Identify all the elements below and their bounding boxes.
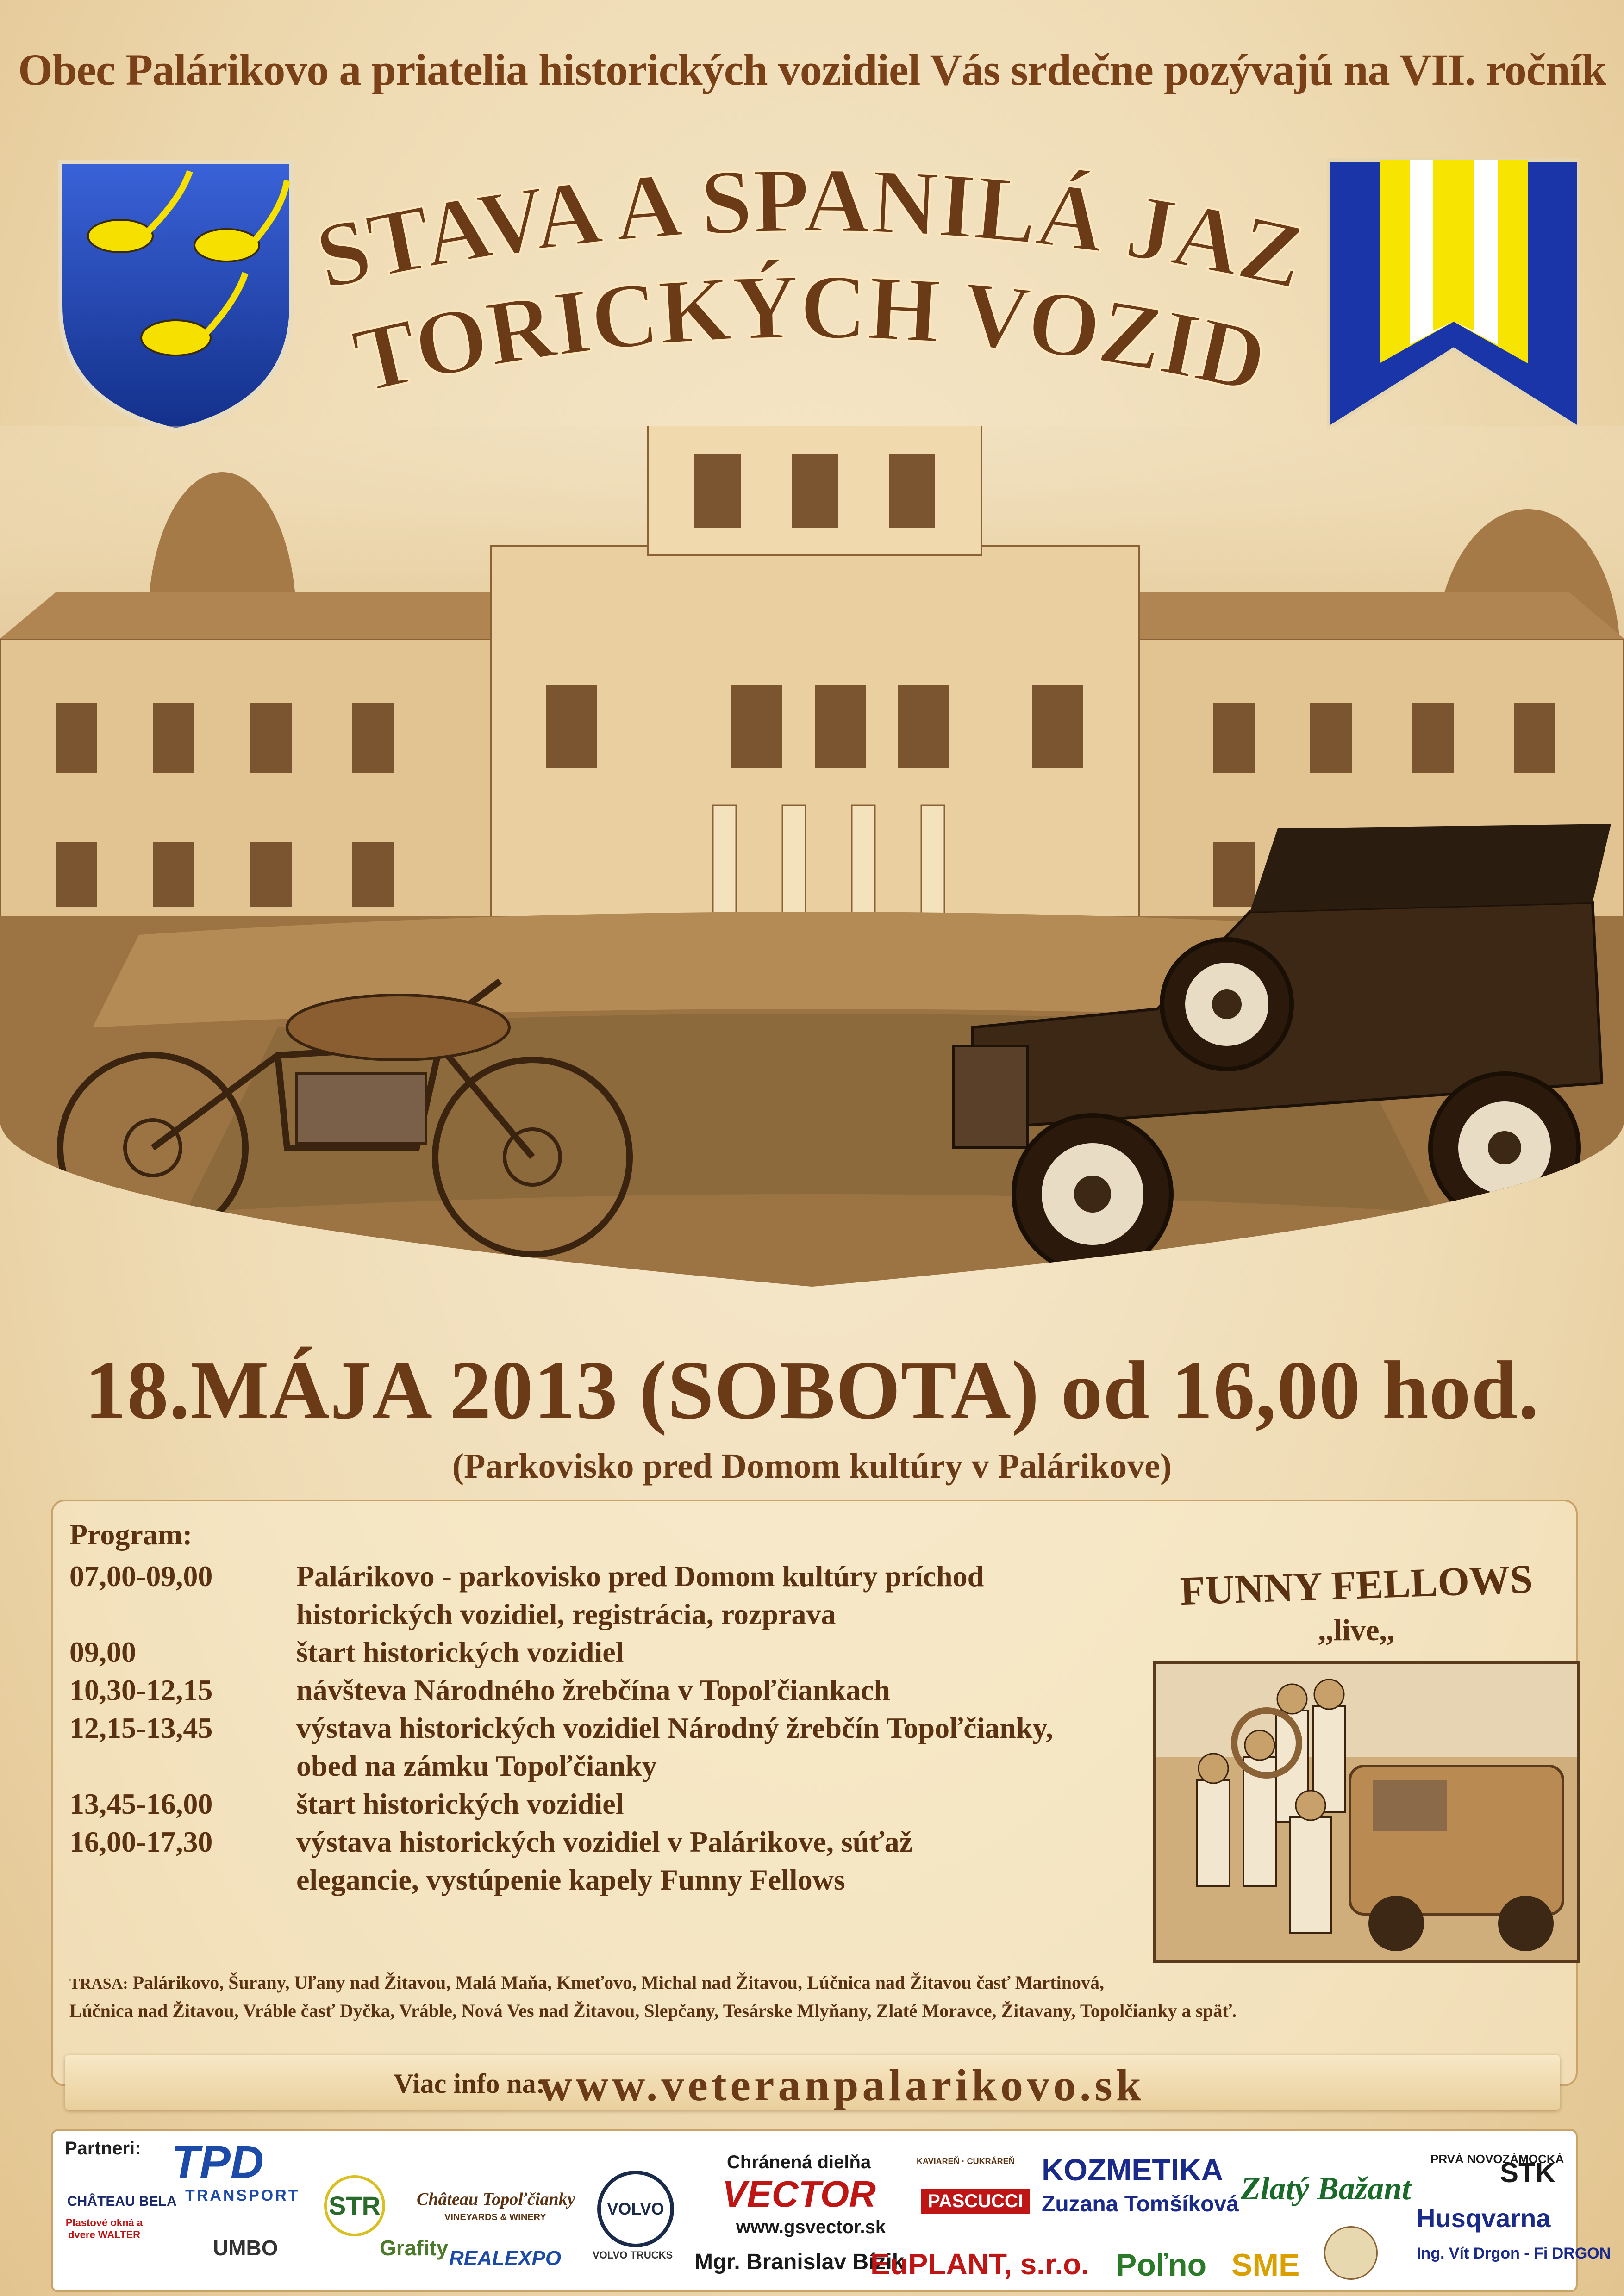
program-time: 12,15-13,45: [69, 1711, 213, 1744]
program-desc: historických vozidiel, registrácia, rozprava: [296, 1598, 836, 1630]
program-heading: Program:: [69, 1518, 193, 1551]
chranena-dielna-label: Chránená dielňa: [727, 2152, 871, 2172]
route-label: TRASA:: [69, 1975, 128, 1992]
grafity-logo: Grafity: [380, 2236, 449, 2260]
tpd-transport-label: TRANSPORT: [185, 2187, 300, 2204]
program-item: [69, 1709, 1171, 1785]
chateau-topolcianky-logo: Château Topoľčianky: [417, 2190, 575, 2209]
program-time: 16,00-17,30: [69, 1825, 213, 1858]
sme-logo: SME: [1231, 2247, 1300, 2283]
program-desc: obed na zámku Topoľčianky: [296, 1749, 657, 1782]
program-time: 13,45-16,00: [69, 1787, 213, 1820]
program-list: [69, 1516, 1171, 1899]
band-live-note: ,,live,,: [1318, 1613, 1395, 1647]
program-desc: návšteva Národného žrebčína v Topoľčiankach: [296, 1674, 890, 1706]
bizik-name: Mgr. Branislav Bízik: [694, 2250, 905, 2274]
program-time: 07,00-09,00: [69, 1560, 213, 1593]
walter-logo: Plastové okná a dvere WALTER: [65, 2217, 143, 2240]
seal-icon: [1324, 2226, 1378, 2280]
route-text: [69, 1969, 1574, 2024]
realexpo-logo: REALEXPO: [449, 2247, 562, 2270]
polno-logo: Poľno: [1116, 2247, 1207, 2283]
husqvarna-logo: Husqvarna: [1417, 2203, 1551, 2233]
program-desc: výstava historických vozidiel v Palárikove, súťaž: [296, 1825, 913, 1858]
program-desc: výstava historických vozidiel Národný žrebčín Topoľčianky,: [296, 1711, 1053, 1744]
program-desc: štart historických vozidiel: [296, 1636, 624, 1668]
chateau-topolcianky-sub: VINEYARDS & WINERY: [444, 2212, 546, 2222]
band-name: FUNNY FELLOWS: [1179, 1556, 1534, 1614]
program-time: 10,30-12,15: [69, 1674, 213, 1706]
title-line-2: TORICKÝCH VOZID: [344, 255, 1275, 412]
route-line-2: Lúčnica nad Žitavou, Vráble časť Dyčka, Vráble, Nová Ves nad Žitavou, Slepčany, Tesárske Mlyňany, Zlaté Moravce, Žitavany, Topolčianky a späť.: [69, 2000, 1237, 2021]
program-item: [69, 1557, 1171, 1633]
program-desc: Palárikovo - parkovisko pred Domom kultúry príchod: [296, 1560, 984, 1593]
chateau-bela-logo: CHÂTEAU BELA: [67, 2194, 177, 2209]
event-venue: (Parkovisko pred Domom kultúry v Palárikove): [452, 1447, 1172, 1486]
pascucci-top-label: KAVIAREŇ · CUKRÁREŇ: [917, 2157, 1015, 2166]
program-item: [69, 1823, 1171, 1899]
band-photo: [1153, 1661, 1580, 1963]
invitation-line: Obec Palárikovo a priatelia historických vozidiel Vás srdečne pozývajú na VII. ročník: [18, 45, 1606, 94]
str-logo: STR: [324, 2175, 385, 2236]
program-desc: elegancie, vystúpenie kapely Funny Fellows: [296, 1863, 845, 1896]
tomsikova-label: Zuzana Tomšíková: [1042, 2192, 1239, 2216]
program-item: [69, 1671, 1171, 1709]
zlaty-bazant-logo: Zlatý Bažant: [1241, 2171, 1411, 2207]
manor-photo: [0, 333, 1624, 1296]
program-item: [69, 1785, 1171, 1823]
stk-logo: STK: [1500, 2157, 1555, 2188]
program-item: [69, 1633, 1171, 1671]
website-link[interactable]: www.veteranpalarikovo.sk: [539, 2060, 1145, 2110]
info-label: Viac info na:: [394, 2068, 545, 2099]
drgon-label: Ing. Vít Drgon - Fi DRGON: [1417, 2245, 1611, 2262]
program-time: 09,00: [69, 1636, 136, 1668]
program-desc: štart historických vozidiel: [296, 1787, 624, 1820]
volvo-logo: VOLVO: [597, 2171, 674, 2247]
volvo-trucks-label: VOLVO TRUCKS: [593, 2249, 673, 2261]
euplant-logo: EuPLANT, s.r.o.: [870, 2247, 1089, 2281]
kozmetika-logo: KOZMETIKA: [1042, 2153, 1224, 2187]
umbo-logo: UMBO: [213, 2236, 278, 2260]
partners-label: Partneri:: [65, 2138, 141, 2159]
title-line-1: STAVA A SPANILÁ JAZ: [307, 153, 1313, 309]
vector-url: www.gsvector.sk: [736, 2217, 886, 2237]
tpd-logo: TPD: [171, 2136, 264, 2188]
pascucci-logo: PASCUCCI: [921, 2189, 1030, 2214]
event-date: 18.MÁJA 2013 (SOBOTA) od 16,00 hod.: [84, 1344, 1540, 1436]
vector-logo: VECTOR: [722, 2173, 876, 2215]
stk-small-label: PRVÁ NOVOZÁMOCKÁ: [1430, 2152, 1564, 2166]
route-line-1: Palárikovo, Šurany, Uľany nad Žitavou, Malá Maňa, Kmeťovo, Michal nad Žitavou, Lúčnica nad Žitavou časť Martinová,: [132, 1972, 1104, 1993]
